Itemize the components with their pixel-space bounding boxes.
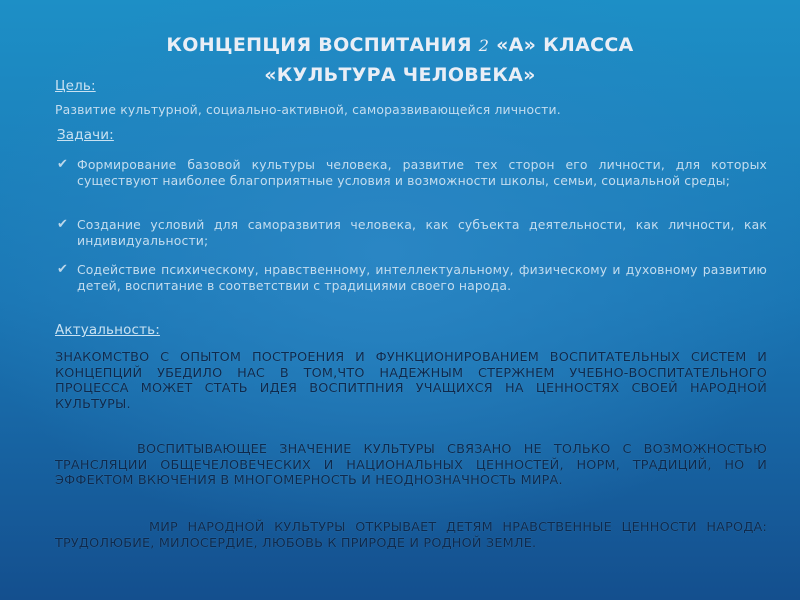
goal-label: Цель: [55,78,96,94]
task-item-2 [57,217,767,248]
relevance-paragraph-1: ЗНАКОМСТВО С ОПЫТОМ ПОСТРОЕНИЯ И ФУНКЦИОНИРОВАНИЕМ ВОСПИТАТЕЛЬНЫХ СИСТЕМ И КОНЦЕПЦИЙ УБЕДИЛО НАС В ТОМ,ЧТО НАДЕЖНЫМ СТЕРЖНЕМ УЧЕБНО-ВОСПИТАТЕЛЬНОГО ПРОЦЕССА МОЖЕТ СТАТЬ ИДЕЯ ВОСПИТПНИЯ УЧАЩИХСЯ НА ЦЕННОСТЯХ СВОЕЙ НАРОДНОЙ КУЛЬТУРЫ. [55,350,767,412]
task-item-text: Содействие психическому, нравственному, интеллектуальному, физическому и духовному развитию детей, воспитание в соответствии с традициями своего народа. [77,262,767,293]
tasks-label-row [57,127,769,144]
title-prefix: КОНЦЕПЦИЯ ВОСПИТАНИЯ [166,34,479,56]
goal-text: Развитие культурной, социально-активной, саморазвивающейся личности. [55,102,561,117]
class-number: 2 [478,36,490,55]
slide-title-line-2: «КУЛЬТУРА ЧЕЛОВЕКА» [264,64,536,86]
relevance-paragraph-2 [55,442,767,489]
check-mark-icon: ✔ [57,217,69,232]
title-suffix: «А» КЛАССА [489,34,634,56]
task-item-text: Создание условий для саморазвития человека, как субъекта деятельности, как личности, как индивидуальности; [77,217,767,248]
task-item-text: Формирование базовой культуры человека, развитие тех сторон его личности, для которых существуют наиболее благоприятные условия и возможности школы, семьи, социальной среды; [77,157,767,188]
paragraph-text: МИР НАРОДНОЙ КУЛЬТУРЫ ОТКРЫВАЕТ ДЕТЯМ НРАВСТВЕННЫЕ ЦЕННОСТИ НАРОДА: ТРУДОЛЮБИЕ, МИЛОСЕРДИЕ, ЛЮБОВЬ К ПРИРОДЕ И РОДНОЙ ЗЕМЛЕ. [55,520,767,551]
slide-title-line-1 [0,34,800,56]
relevance-label: Актуальность: [55,322,160,338]
paragraph-text: ВОСПИТЫВАЮЩЕЕ ЗНАЧЕНИЕ КУЛЬТУРЫ СВЯЗАНО НЕ ТОЛЬКО С ВОЗМОЖНОСТЬЮ ТРАНСЛЯЦИИ ОБЩЕЧЕЛОВЕЧЕСКИХ И НАЦИОНАЛЬНЫХ ЦЕННОСТЕЙ, НОРМ, ТРАДИЦИЙ, НО И ЭФФЕКТОМ ВКЮЧЕНИЯ В МНОГОМЕРНОСТЬ И НЕОДНОЗНАЧНОСТЬ МИРА. [55,442,767,489]
task-item-3 [57,262,767,293]
tasks-label: Задачи: [57,127,114,143]
check-mark-icon: ✔ [57,262,69,277]
goal-label-row [55,78,767,95]
task-item-1 [57,157,767,188]
check-mark-icon: ✔ [57,157,69,172]
relevance-label-row [55,322,767,339]
relevance-paragraph-3 [55,520,767,551]
